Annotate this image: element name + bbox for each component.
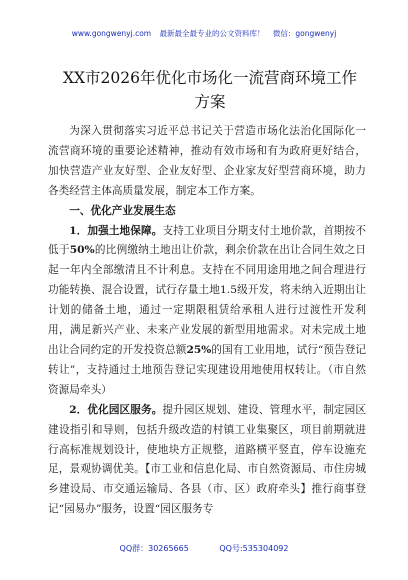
qq-number: QQ号:535304092 [219,544,289,553]
document-body [48,122,366,520]
item-2-text: 提升园区规划、建设、管理水平，制定园区建设指引和导则，包括升级改造的村镇工业集聚区，项目前期就进行高标准规划设计，使地块方正规整，道路横平竖直，停车设施充足，景观协调优美。【市工业和信息化局、市自然资源局、市住房城乡建设局、市交通运输局、各县（市、区）政府牵头】推行商事登记“园易办”服务，设置“园区服务专 [48,403,367,516]
section-heading: 一、优化产业发展生态 [69,204,176,217]
item-paragraph-1 [48,222,366,401]
item-1-pct-a: 50% [69,244,95,257]
item-1-pct-b: 25% [186,343,212,356]
item-1-text-a: 支持工业项目分期支付土地价款，首期按不低于 [48,224,367,257]
wechat-id: 微信：gongwenyj [272,29,337,38]
page-header [0,28,408,39]
intro-paragraph: 为深入贯彻落实习近平总书记关于营造市场化法治化国际化一流营商环境的重要论述精神，推动有效市场和有为政府更好结合，加快营造产业友好型、企业友好型、企业家友好型营商环境，助力各类经营主体高质量发展，制定本工作方案。 [48,125,366,197]
item-1-text-c: 的国有工业用地，试行“预告登记转让”，支持通过土地预告登记实现建设用地使用权转让。（市自然资源局牵头） [48,343,366,396]
header-slogan: 最新最全最专业的公文资料库！ [159,29,265,38]
document-title: XX市2026年优化市场化一流营商环境工作方案 [62,69,358,111]
item-1-lead: 1．加强土地保障。 [69,224,163,237]
item-1-text-b: 的比例缴纳土地出让价款，剩余价款在出让合同生效之日起一年内全部缴清且不计利息。支持在不同用途用地之间合理进行功能转换、混合设置，试行存量土地1.5级开发，将未纳入近期出让计划的储备土地，通过一定期限租赁给承租人进行过渡性开发利用，满足新兴产业、未来产业发展的新型用地需求。对未完成土地出让合同约定的开发投资总额 [48,244,367,356]
site-url: www.gongwenyj.com [71,29,152,38]
qq-group: QQ群：30265665 [119,544,189,553]
page-footer [0,543,408,554]
item-paragraph-2 [48,401,366,520]
item-2-lead: 2．优化园区服务。 [69,403,163,416]
